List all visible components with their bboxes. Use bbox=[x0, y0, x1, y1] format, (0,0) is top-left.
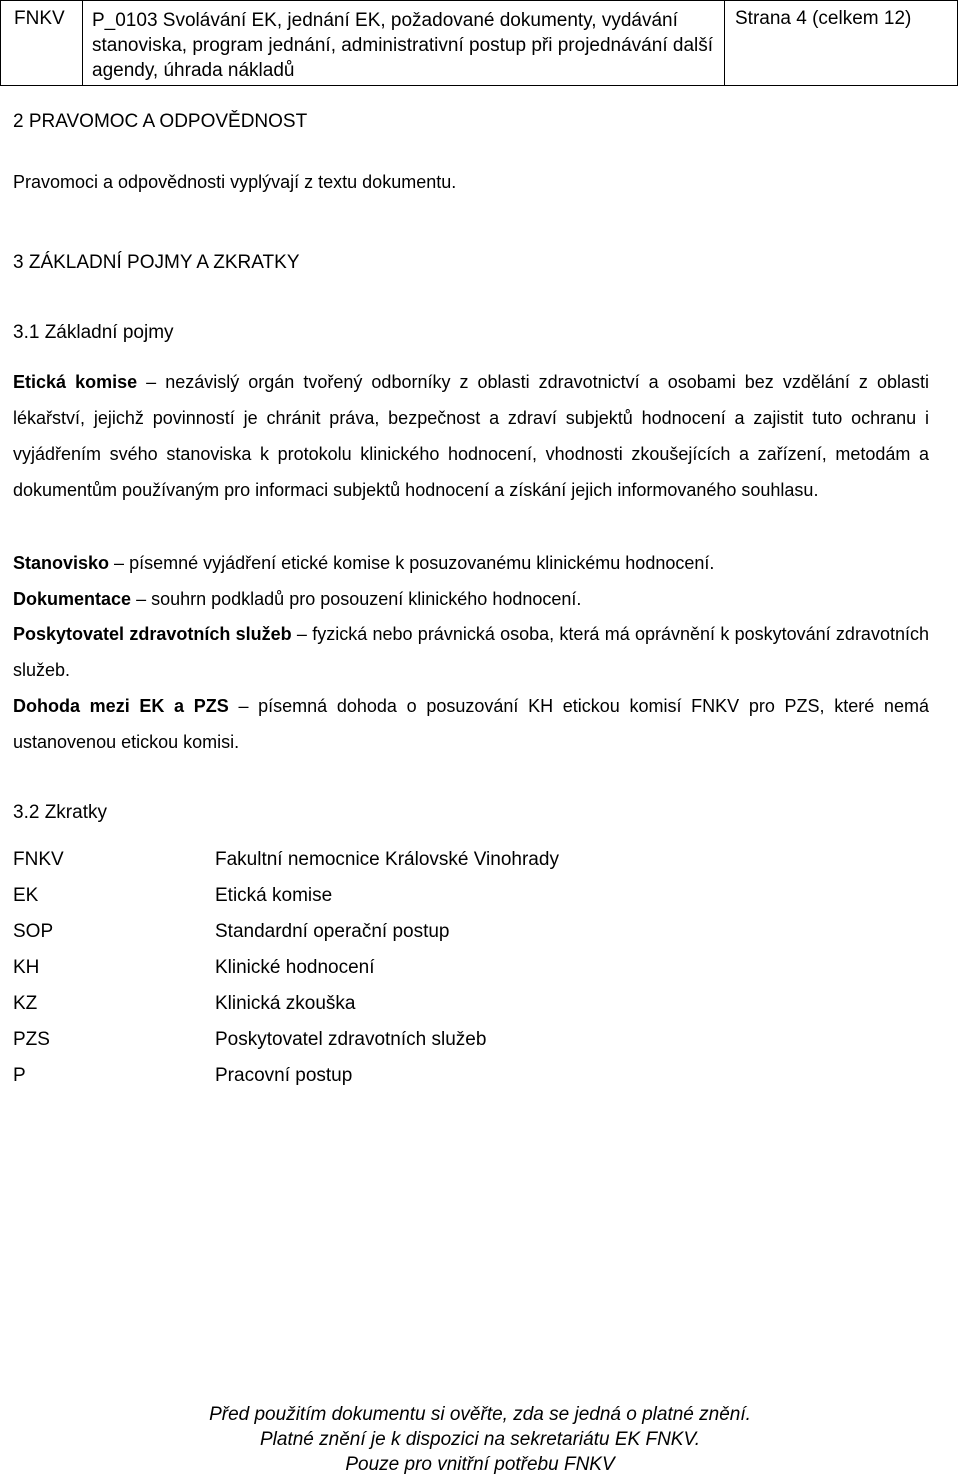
term-dash: – bbox=[296, 624, 307, 644]
abbreviation-meaning: Pracovní postup bbox=[215, 1065, 353, 1086]
term-poskytovatel bbox=[13, 616, 929, 688]
term-dash: – bbox=[136, 589, 147, 609]
header-document-title: P_0103 Svolávání EK, jednání EK, požadované dokumenty, vydávání stanoviska, program jednání, administrativní postup při projednávání další agendy, úhrada nákladů bbox=[83, 1, 725, 85]
section-3-heading: 3 ZÁKLADNÍ POJMY A ZKRATKY bbox=[13, 252, 300, 273]
abbreviation-meaning: Poskytovatel zdravotních služeb bbox=[215, 1029, 487, 1050]
abbreviation: P bbox=[13, 1065, 26, 1086]
term-label: Dokumentace bbox=[13, 589, 132, 609]
term-label: Etická komise bbox=[13, 372, 138, 392]
term-dokumentace bbox=[13, 589, 581, 610]
term-dash: – bbox=[146, 372, 157, 392]
abbreviation: KH bbox=[13, 957, 40, 978]
term-label: Stanovisko bbox=[13, 553, 110, 573]
term-label: Dohoda mezi EK a PZS bbox=[13, 696, 229, 716]
section-2-heading: 2 PRAVOMOC A ODPOVĚDNOST bbox=[13, 111, 308, 132]
document-header bbox=[0, 0, 958, 86]
section-3-2-heading: 3.2 Zkratky bbox=[13, 802, 107, 823]
header-page-number: Strana 4 (celkem 12) bbox=[735, 8, 912, 29]
term-eticka-komise bbox=[13, 364, 929, 508]
abbreviation: FNKV bbox=[13, 849, 64, 870]
term-definition: písemná dohoda o posuzování KH etickou komisí FNKV pro PZS, které nemá ustanovenou etickou komisi. bbox=[13, 696, 929, 752]
abbreviation: KZ bbox=[13, 993, 38, 1014]
header-org: FNKV bbox=[1, 1, 83, 85]
term-definition: fyzická nebo právnická osoba, která má oprávnění k poskytování zdravotních služeb. bbox=[13, 624, 929, 680]
abbreviation-meaning: Standardní operační postup bbox=[215, 921, 450, 942]
abbreviation-meaning: Klinické hodnocení bbox=[215, 957, 375, 978]
term-definition: nezávislý orgán tvořený odborníky z oblasti zdravotnictví a osobami bez vzdělání z oblasti lékařství, jejichž povinností je chránit práva, bezpečnost a zdraví subjektů hodnocení a zajistit tuto ochranu i vyjádřením svého stanoviska k protokolu klinického hodnocení, vhodnosti zkoušejících a zařízení, metodám a dokumentům používaným pro informaci subjektů hodnocení a získání jejich informovaného souhlasu. bbox=[13, 372, 929, 500]
term-dash: – bbox=[238, 696, 249, 716]
footer-line-2: Platné znění je k dispozici na sekretariátu EK FNKV. bbox=[259, 1429, 701, 1450]
abbreviation: EK bbox=[13, 885, 39, 906]
footer-line-1: Před použitím dokumentu si ověřte, zda se jedná o platné znění. bbox=[209, 1404, 751, 1425]
term-dohoda bbox=[13, 688, 929, 760]
section-3-1-heading: 3.1 Základní pojmy bbox=[13, 322, 174, 343]
abbreviation-meaning: Fakultní nemocnice Královské Vinohrady bbox=[215, 849, 559, 870]
abbreviation-meaning: Etická komise bbox=[215, 885, 333, 906]
abbreviation: PZS bbox=[13, 1029, 50, 1050]
abbreviation-meaning: Klinická zkouška bbox=[215, 993, 356, 1014]
term-definition: souhrn podkladů pro posouzení klinického hodnocení. bbox=[151, 589, 582, 609]
footer-line-3: Pouze pro vnitřní potřebu FNKV bbox=[345, 1454, 615, 1475]
abbreviation: SOP bbox=[13, 921, 54, 942]
term-stanovisko bbox=[13, 553, 714, 574]
term-definition: písemné vyjádření etické komise k posuzovanému klinickému hodnocení. bbox=[129, 553, 715, 573]
section-2-text: Pravomoci a odpovědnosti vyplývají z textu dokumentu. bbox=[13, 172, 457, 192]
term-label: Poskytovatel zdravotních služeb bbox=[13, 624, 292, 644]
document-footer bbox=[0, 1402, 960, 1477]
term-dash: – bbox=[114, 553, 125, 573]
